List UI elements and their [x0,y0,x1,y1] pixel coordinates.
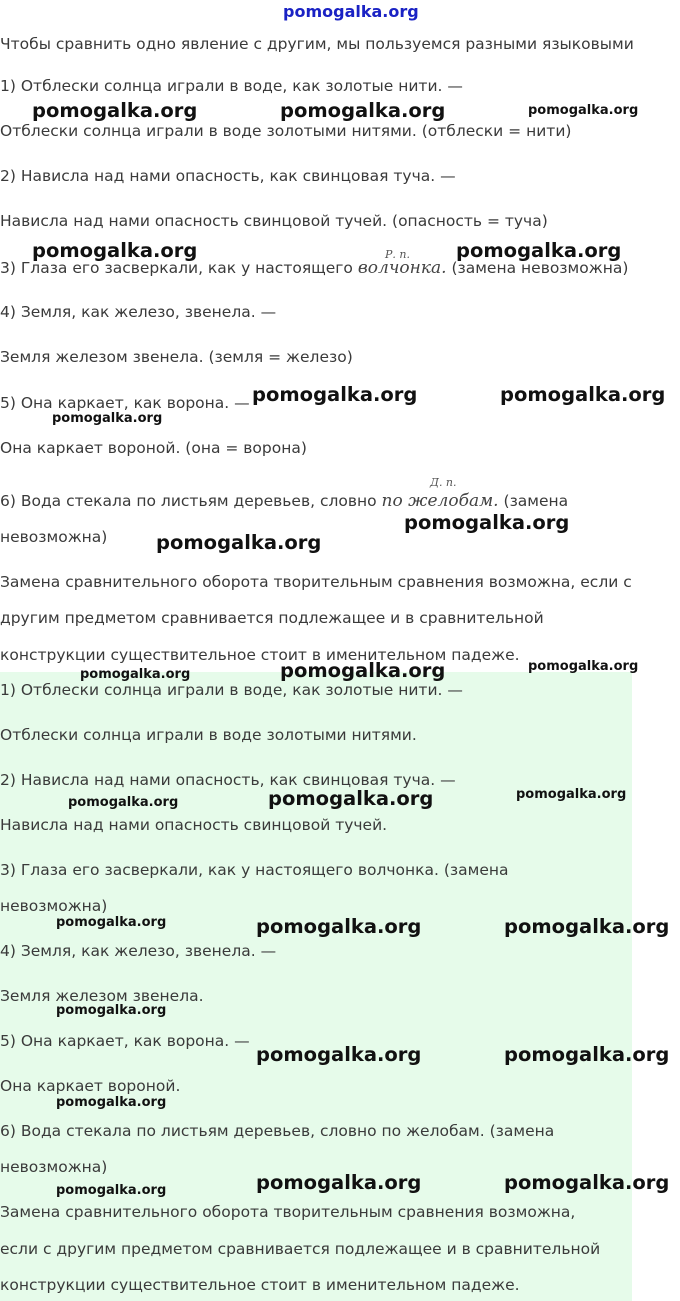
answer-line-4b: Земля железом звенела. (земля = железо) [0,348,353,366]
answer-line-6 [0,491,568,511]
intro-line: Чтобы сравнить одно явление с другим, мы пользуемся разными языковыми [0,35,634,53]
answer-line-1a: 1) Отблески солнца играли в воде, как золотые нити. — [0,77,463,95]
watermark: pomogalka.org [500,383,666,406]
answer-line-5a: 5) Она каркает, как ворона. — [0,394,250,412]
conclusion-line-2: другим предметом сравнивается подлежащее и в сравнительной [0,609,544,627]
watermark: pomogalka.org [504,1171,670,1194]
watermark: pomogalka.org [56,1095,167,1110]
watermark: pomogalka.org [68,795,179,810]
ref-line-1: 1) Отблески солнца играли в воде, как золотые нити. — [0,681,463,699]
header-watermark: pomogalka.org [283,2,419,21]
handwritten-word-zhelobam: по желобам. [381,491,499,511]
handwritten-word-volchonka: волчонка. [357,258,447,278]
watermark: pomogalka.org [52,411,163,426]
watermark: pomogalka.org [56,1003,167,1018]
answer-line-6b: невозможна) [0,528,108,546]
answer-line-2a: 2) Нависла над нами опасность, как свинцовая туча. — [0,167,456,185]
answer-line-2b: Нависла над нами опасность свинцовой тучей. (опасность = туча) [0,212,548,230]
conclusion-line-3: конструкции существительное стоит в именительном падеже. [0,646,520,664]
watermark: pomogalka.org [32,239,198,262]
ref-line-9: 5) Она каркает, как ворона. — [0,1032,250,1050]
answer-line-1b: Отблески солнца играли в воде золотыми нитями. (отблески = нити) [0,122,572,140]
watermark: pomogalka.org [528,103,639,118]
watermark: pomogalka.org [256,1043,422,1066]
ref-line-3: 2) Нависла над нами опасность, как свинцовая туча. — [0,771,456,789]
ref-line-12: невозможна) [0,1158,108,1176]
ref-line-4: Нависла над нами опасность свинцовой тучей. [0,816,388,834]
ref-line-14: если с другим предметом сравнивается подлежащее и в сравнительной [0,1240,601,1258]
ref-line-8: Земля железом звенела. [0,987,204,1005]
watermark: pomogalka.org [80,667,191,682]
answer-line-6-pre: 6) Вода стекала по листьям деревьев, словно [0,492,382,510]
watermark: pomogalka.org [280,659,446,682]
watermark: pomogalka.org [504,1043,670,1066]
watermark: pomogalka.org [268,787,434,810]
watermark: pomogalka.org [516,787,627,802]
ref-line-10: Она каркает вороной. [0,1077,181,1095]
watermark: pomogalka.org [156,531,322,554]
answer-line-3-post: (замена невозможна) [446,259,629,277]
ref-line-15: конструкции существительное стоит в именительном падеже. [0,1276,520,1294]
watermark: pomogalka.org [280,99,446,122]
answer-line-3-pre: 3) Глаза его засверкали, как у настоящего [0,259,358,277]
case-note-genitive: Р. п. [385,248,410,261]
ref-line-13: Замена сравнительного оборота творительным сравнения возможна, [0,1203,576,1221]
ref-line-11: 6) Вода стекала по листьям деревьев, словно по желобам. (замена [0,1122,555,1140]
watermark: pomogalka.org [56,915,167,930]
watermark: pomogalka.org [252,383,418,406]
watermark: pomogalka.org [32,99,198,122]
conclusion-line-1: Замена сравнительного оборота творительным сравнения возможна, если с [0,573,632,591]
watermark: pomogalka.org [528,659,639,674]
ref-line-5: 3) Глаза его засверкали, как у настоящего волчонка. (замена [0,861,509,879]
watermark: pomogalka.org [404,511,570,534]
watermark: pomogalka.org [456,239,622,262]
ref-line-6: невозможна) [0,897,108,915]
answer-line-4a: 4) Земля, как железо, звенела. — [0,303,277,321]
answer-line-6-post: (замена [498,492,569,510]
ref-line-7: 4) Земля, как железо, звенела. — [0,942,277,960]
watermark: pomogalka.org [256,1171,422,1194]
watermark: pomogalka.org [56,1183,167,1198]
case-note-dative: Д. п. [430,476,457,489]
answer-line-5b: Она каркает вороной. (она = ворона) [0,439,307,457]
watermark: pomogalka.org [256,915,422,938]
watermark: pomogalka.org [504,915,670,938]
ref-line-2: Отблески солнца играли в воде золотыми нитями. [0,726,417,744]
